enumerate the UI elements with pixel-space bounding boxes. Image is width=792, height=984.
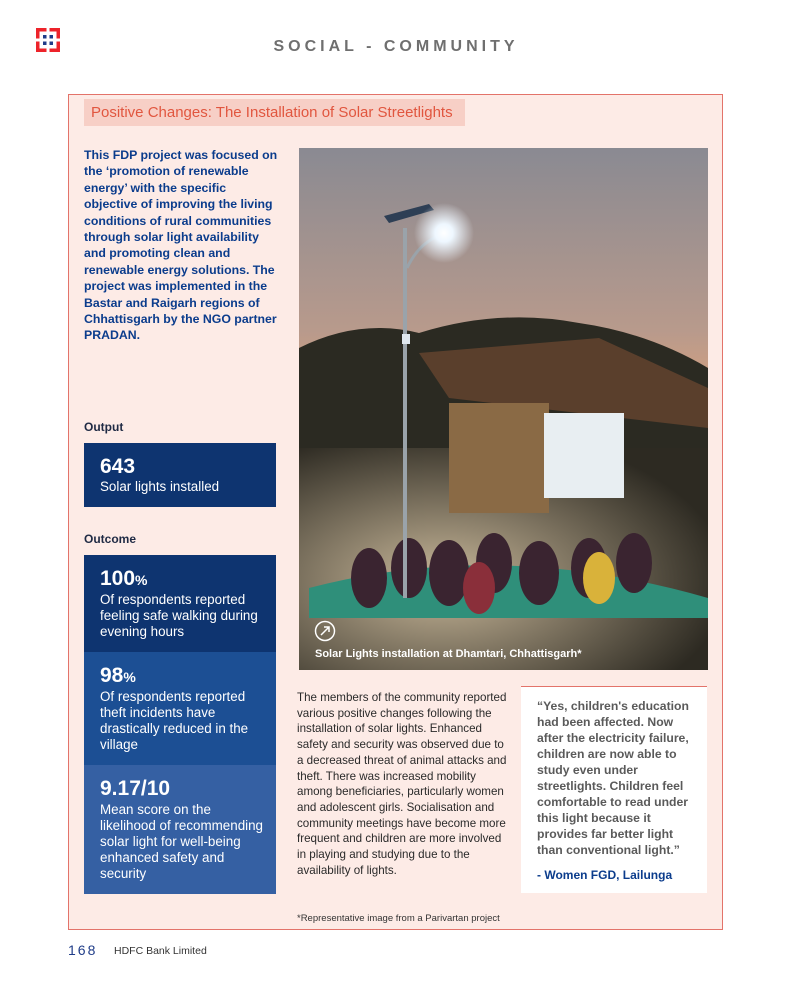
output-stat-card [84,443,276,507]
outcome-stat-number: 98% [100,664,136,687]
company-name: HDFC Bank Limited [114,945,207,957]
outcome-stat-card [84,555,276,652]
photo-caption: Solar Lights installation at Dhamtari, Chhattisgarh* [315,648,582,660]
page-header-title: SOCIAL - COMMUNITY [273,38,519,55]
intro-paragraph: This FDP project was focused on the ‘promotion of renewable energy’ with the specific objective of improving the living conditions of rural communities through solar light availability and promoting clean and renewable energy solutions. The project was implemented in the Bastar and Raigarh regions of Chhattisgarh by the NGO partner PRADAN. [84,148,278,343]
quote-box [521,686,707,893]
output-stat-description: Solar lights installed [100,479,220,494]
outcome-label: Outcome [84,532,137,546]
output-label: Output [84,420,124,434]
body-paragraph: The members of the community reported various positive changes following the installation of solar lights. Enhanced safety and security was observed due to a decreased threat of animal attacks and theft. There was increased mobility among beneficiaries, particularly women and adolescent girls. Socialisation and community meetings have become more frequent and children are more involved in playing and studying due to the availability of lights. [297,691,507,877]
solar-streetlight-photo [299,148,708,670]
outcome-stat-description: Of respondents reported feeling safe walking during evening hours [100,592,258,639]
outcome-stat-number: 100% [100,567,148,590]
outcome-stat-card [84,652,276,765]
expand-arrow-icon[interactable] [314,620,336,642]
outcome-stat-number: 9.17/10 [100,777,171,800]
outcome-stat-description: Mean score on the likelihood of recommending solar light for well-being enhanced safety and security [100,802,264,881]
page-number: 168 [68,942,98,958]
outcome-stat-description: Of respondents reported theft incidents have drastically reduced in the village [100,689,249,752]
quote-author: - Women FGD, Lailunga [537,868,673,882]
footnote: *Representative image from a Parivartan project [297,913,500,924]
section-title: Positive Changes: The Installation of Solar Streetlights [84,99,465,126]
outcome-stat-card [84,765,276,894]
output-stat-number: 643 [100,455,136,478]
quote-text: “Yes, children's education had been affected. Now after the electricity failure, children are now able to study even under streetlights. Children feel comfortable to read under this light because it provides far better light than conventional light.” [537,699,689,857]
